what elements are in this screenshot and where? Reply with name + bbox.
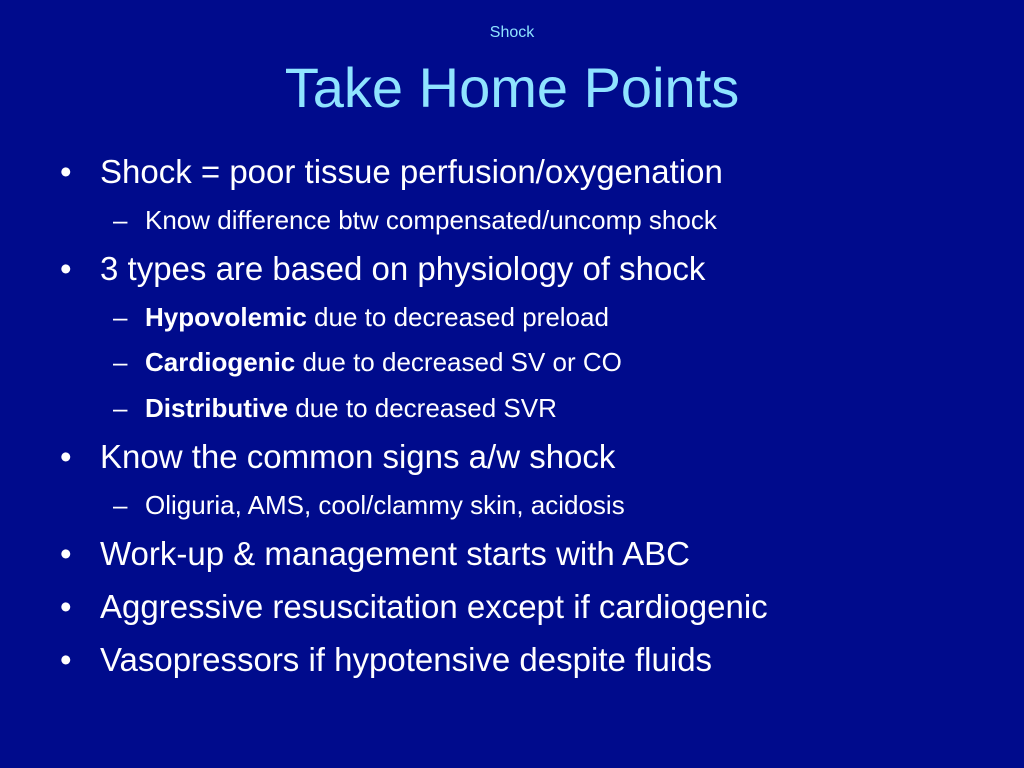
dash-marker: –: [113, 205, 128, 235]
bullet-marker: •: [60, 153, 72, 190]
bullet-text: Work-up & management starts with ABC: [100, 535, 690, 572]
bullet-text: Know the common signs a/w shock: [100, 438, 616, 475]
sub-bullet-text: due to decreased preload: [306, 302, 609, 332]
dash-marker: –: [113, 302, 128, 332]
sub-bullet-item: [113, 346, 622, 378]
bullet-marker: •: [60, 535, 72, 572]
sub-bullet-text: Oliguria, AMS, cool/clammy skin, acidosis: [145, 490, 625, 520]
sub-bullet-bold-term: Cardiogenic: [145, 347, 296, 377]
bullet-marker: •: [60, 588, 72, 625]
bullet-text: Vasopressors if hypotensive despite fluids: [100, 641, 713, 678]
sub-bullet-item: [113, 489, 625, 521]
bullet-item: [60, 249, 705, 289]
sub-bullet-item: [113, 301, 609, 333]
bullet-item: [60, 587, 768, 627]
bullet-text: 3 types are based on physiology of shock: [100, 250, 706, 287]
bullet-marker: •: [60, 641, 72, 678]
dash-marker: –: [113, 393, 128, 423]
bullet-text: Shock = poor tissue perfusion/oxygenation: [100, 153, 723, 190]
sub-bullet-bold-term: Distributive: [145, 393, 289, 423]
sub-bullet-item: [113, 392, 557, 424]
bullet-item: [60, 152, 723, 192]
bullet-item: [60, 437, 615, 477]
sub-bullet-text: due to decreased SVR: [288, 393, 557, 423]
bullet-text: Aggressive resuscitation except if cardiogenic: [100, 588, 768, 625]
slide-supertitle: Shock: [489, 24, 535, 41]
sub-bullet-text: Know difference btw compensated/uncomp shock: [145, 205, 717, 235]
bullet-marker: •: [60, 438, 72, 475]
sub-bullet-text: due to decreased SV or CO: [295, 347, 622, 377]
bullet-item: [60, 534, 690, 574]
dash-marker: –: [113, 347, 128, 377]
slide-title: Take Home Points: [284, 56, 740, 119]
bullet-marker: •: [60, 250, 72, 287]
sub-bullet-bold-term: Hypovolemic: [145, 302, 307, 332]
sub-bullet-item: [113, 204, 717, 236]
dash-marker: –: [113, 490, 128, 520]
bullet-item: [60, 640, 712, 680]
